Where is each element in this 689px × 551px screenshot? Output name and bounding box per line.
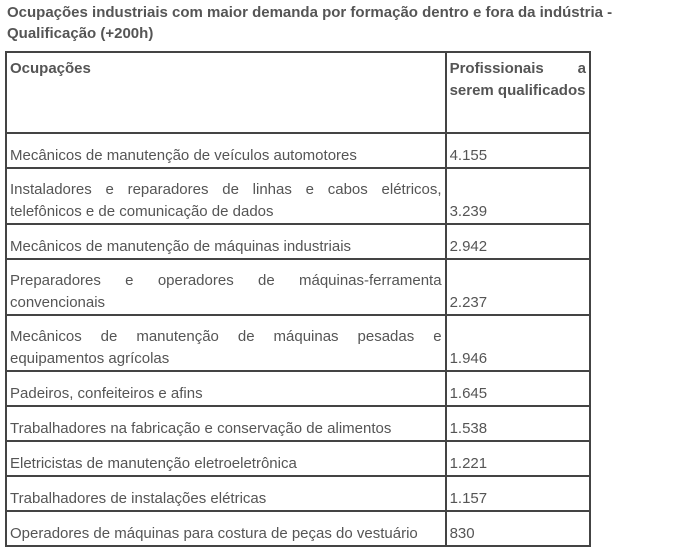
occupation-cell: Mecânicos de manutenção de máquinas pesadas e equipamentos agrícolas — [6, 315, 446, 371]
count-cell: 1.157 — [446, 476, 590, 511]
count-cell: 830 — [446, 511, 590, 546]
page-title — [7, 2, 689, 44]
table-row — [6, 371, 590, 406]
table-row — [6, 406, 590, 441]
table-row — [6, 224, 590, 259]
table-row — [6, 315, 590, 371]
occupation-cell: Mecânicos de manutenção de veículos automotores — [6, 133, 446, 168]
header-professionals-count: Profissionais a serem qualificados — [446, 52, 590, 133]
count-cell: 1.221 — [446, 441, 590, 476]
table-row — [6, 259, 590, 315]
table-row — [6, 168, 590, 224]
occupation-cell: Eletricistas de manutenção eletroeletrônica — [6, 441, 446, 476]
occupation-cell: Mecânicos de manutenção de máquinas industriais — [6, 224, 446, 259]
occupation-cell: Trabalhadores de instalações elétricas — [6, 476, 446, 511]
count-cell: 2.942 — [446, 224, 590, 259]
count-cell: 4.155 — [446, 133, 590, 168]
occupation-cell: Preparadores e operadores de máquinas-ferramenta convencionais — [6, 259, 446, 315]
occupations-table — [5, 51, 591, 547]
occupation-cell: Trabalhadores na fabricação e conservação de alimentos — [6, 406, 446, 441]
page-title-line-1: Ocupações industriais com maior demanda por formação dentro e fora da indústria - — [7, 4, 613, 21]
count-cell: 1.645 — [446, 371, 590, 406]
count-cell: 3.239 — [446, 168, 590, 224]
occupation-cell: Operadores de máquinas para costura de peças do vestuário — [6, 511, 446, 546]
table-row — [6, 133, 590, 168]
page-title-line-2: Qualificação (+200h) — [7, 25, 154, 42]
count-cell: 1.946 — [446, 315, 590, 371]
table-row — [6, 441, 590, 476]
count-cell: 1.538 — [446, 406, 590, 441]
table-header-row — [6, 52, 590, 133]
count-cell: 2.237 — [446, 259, 590, 315]
table-row — [6, 476, 590, 511]
occupation-cell: Padeiros, confeiteiros e afins — [6, 371, 446, 406]
occupation-cell: Instaladores e reparadores de linhas e cabos elétricos, telefônicos e de comunicação de dados — [6, 168, 446, 224]
header-occupations: Ocupações — [6, 52, 446, 133]
table-row — [6, 511, 590, 546]
